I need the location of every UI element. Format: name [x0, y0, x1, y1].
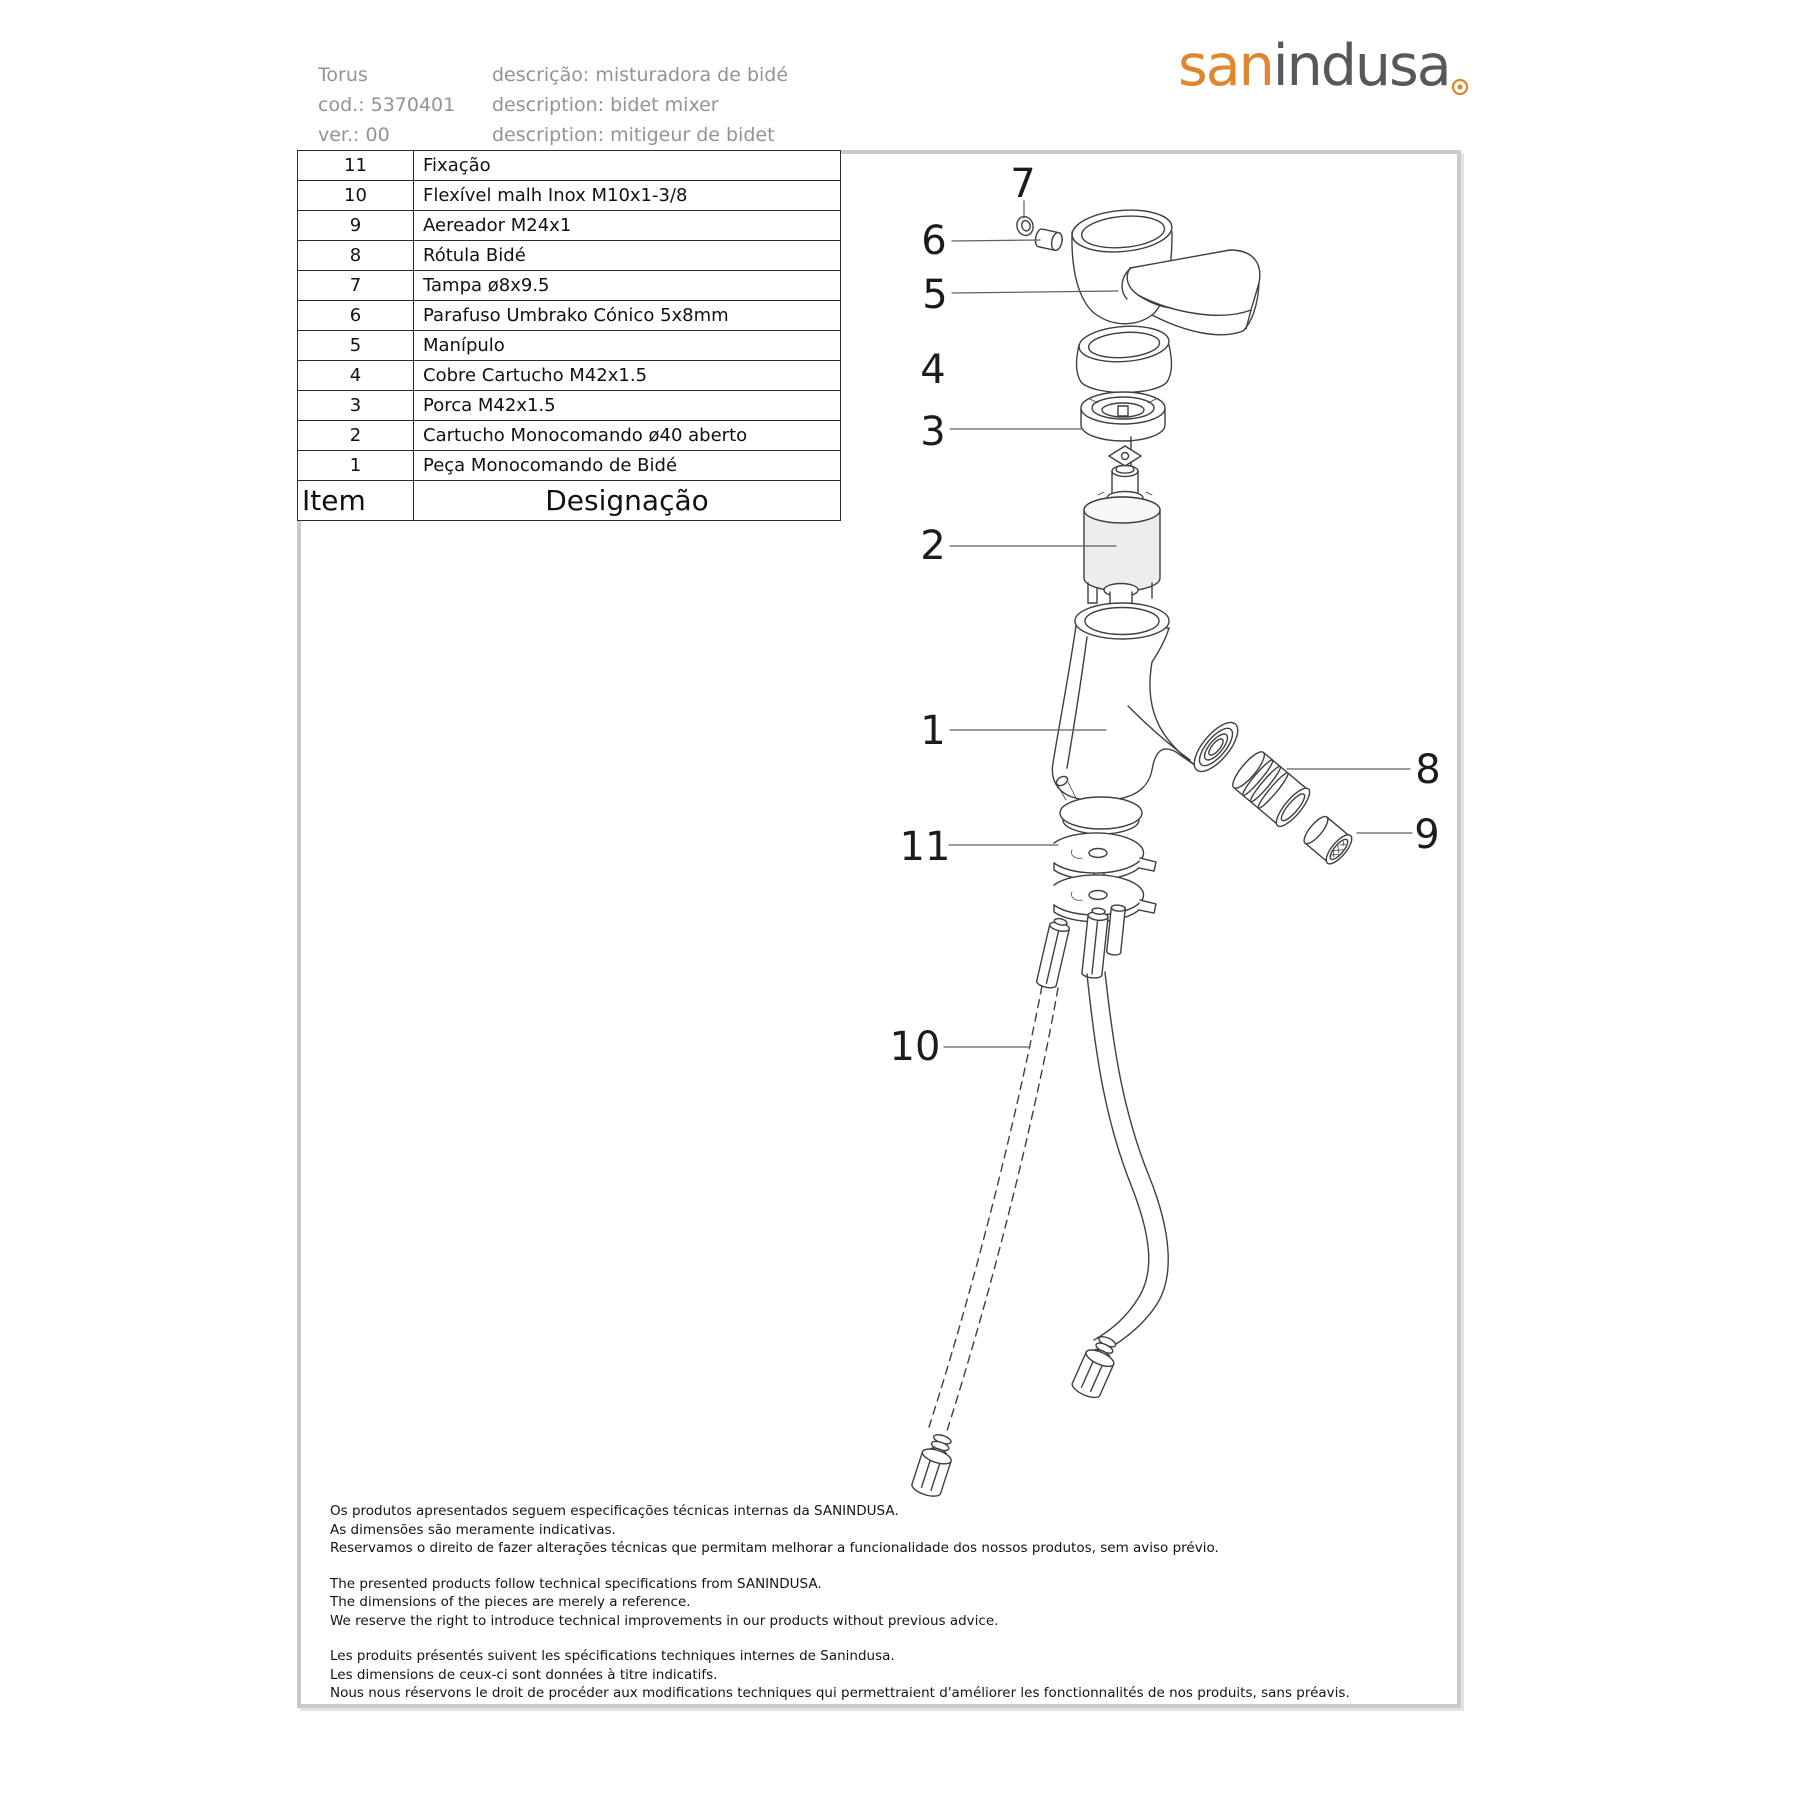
product-info — [318, 60, 455, 150]
item-number: 11 — [298, 151, 414, 181]
item-number: 8 — [298, 241, 414, 271]
callout-10: 10 — [889, 1024, 941, 1070]
part-9-aerator-drawing — [1300, 812, 1356, 867]
part-11-fixation-drawing — [1054, 833, 1156, 922]
item-number: 3 — [298, 391, 414, 421]
callout-6: 6 — [921, 218, 947, 264]
product-version: ver.: 00 — [318, 124, 390, 146]
column-header-item: Item — [298, 481, 414, 521]
disclaimer-line: The dimensions of the pieces are merely a reference. — [330, 1594, 691, 1610]
item-number: 9 — [298, 211, 414, 241]
part-2-cartridge-drawing — [1084, 437, 1160, 617]
disclaimer-line: Les produits présentés suivent les spécifications techniques internes de Sanindusa. — [330, 1648, 895, 1664]
item-designation: Tampa ø8x9.5 — [414, 271, 841, 301]
disclaimer-line: As dimensões são meramente indicativas. — [330, 1521, 616, 1538]
disclaimer-line: Nous nous réservons le droit de procéder aux modifications techniques qui permettraient d'améliorer les fonctionnalités de nos produits, sans préavis. — [330, 1685, 1350, 1701]
description-pt: descrição: misturadora de bidé — [492, 64, 789, 86]
callout-7: 7 — [1010, 161, 1036, 207]
part-5-handle-drawing — [1070, 206, 1259, 335]
item-number: 5 — [298, 331, 414, 361]
callout-3: 3 — [920, 409, 946, 455]
part-8-swivel-drawing — [1228, 747, 1315, 831]
part-4-cartridge-cover-drawing — [1077, 323, 1172, 392]
item-designation: Flexível malh Inox M10x1-3/8 — [414, 181, 841, 211]
disclaimer-line: Reservamos o direito de fazer alterações técnicas que permitam melhorar a funcionalidade dos nossos produtos, sem aviso prévio. — [330, 1540, 1219, 1556]
disclaimer — [330, 1502, 1350, 1720]
product-name: Torus — [318, 64, 368, 86]
item-designation: Cobre Cartucho M42x1.5 — [414, 361, 841, 391]
part-1-body-drawing — [1052, 603, 1245, 834]
item-number: 1 — [298, 451, 414, 481]
sanindusa-logo — [1178, 33, 1450, 99]
callout-8: 8 — [1415, 747, 1441, 793]
logo-text-indusa: indusa — [1272, 33, 1450, 99]
item-designation: Fixação — [414, 151, 841, 181]
disclaimer-pt — [330, 1502, 1350, 1558]
item-designation: Manípulo — [414, 331, 841, 361]
item-designation: Aereador M24x1 — [414, 211, 841, 241]
item-number: 2 — [298, 421, 414, 451]
logo-text-san: san — [1178, 33, 1273, 99]
product-descriptions — [492, 60, 788, 150]
registered-trademark-icon — [1450, 48, 1470, 108]
disclaimer-fr — [330, 1647, 1350, 1703]
item-designation: Cartucho Monocomando ø40 aberto — [414, 421, 841, 451]
disclaimer-line: We reserve the right to introduce technical improvements in our products without previous advice. — [330, 1612, 999, 1629]
item-number: 7 — [298, 271, 414, 301]
exploded-view-drawing — [297, 150, 1461, 1708]
drawing-frame — [297, 150, 1461, 1708]
part-7-cap-drawing — [1015, 215, 1035, 237]
disclaimer-line: The presented products follow technical specifications from SANINDUSA. — [330, 1575, 822, 1592]
item-number: 4 — [298, 361, 414, 391]
product-code: cod.: 5370401 — [318, 94, 456, 116]
callout-2: 2 — [920, 523, 946, 569]
item-designation: Parafuso Umbrako Cónico 5x8mm — [414, 301, 841, 331]
callout-11: 11 — [899, 824, 951, 870]
callout-9: 9 — [1414, 812, 1440, 858]
item-number: 10 — [298, 181, 414, 211]
part-3-nut-drawing — [1081, 392, 1165, 441]
item-designation: Porca M42x1.5 — [414, 391, 841, 421]
description-fr: description: mitigeur de bidet — [492, 124, 775, 146]
leader-lines — [944, 201, 1412, 1047]
item-designation: Rótula Bidé — [414, 241, 841, 271]
item-number: 6 — [298, 301, 414, 331]
disclaimer-line: Les dimensions de ceux-ci sont données à titre indicatifs. — [330, 1666, 718, 1683]
item-designation: Peça Monocomando de Bidé — [414, 451, 841, 481]
callout-1: 1 — [920, 708, 946, 754]
callout-4: 4 — [920, 347, 946, 393]
disclaimer-line: Os produtos apresentados seguem especificações técnicas internas da SANINDUSA. — [330, 1503, 899, 1519]
callout-5: 5 — [922, 272, 948, 318]
part-10-hoses-drawing — [910, 904, 1168, 1499]
description-en: description: bidet mixer — [492, 94, 719, 116]
disclaimer-en — [330, 1575, 1350, 1631]
column-header-designation: Designação — [414, 481, 841, 521]
